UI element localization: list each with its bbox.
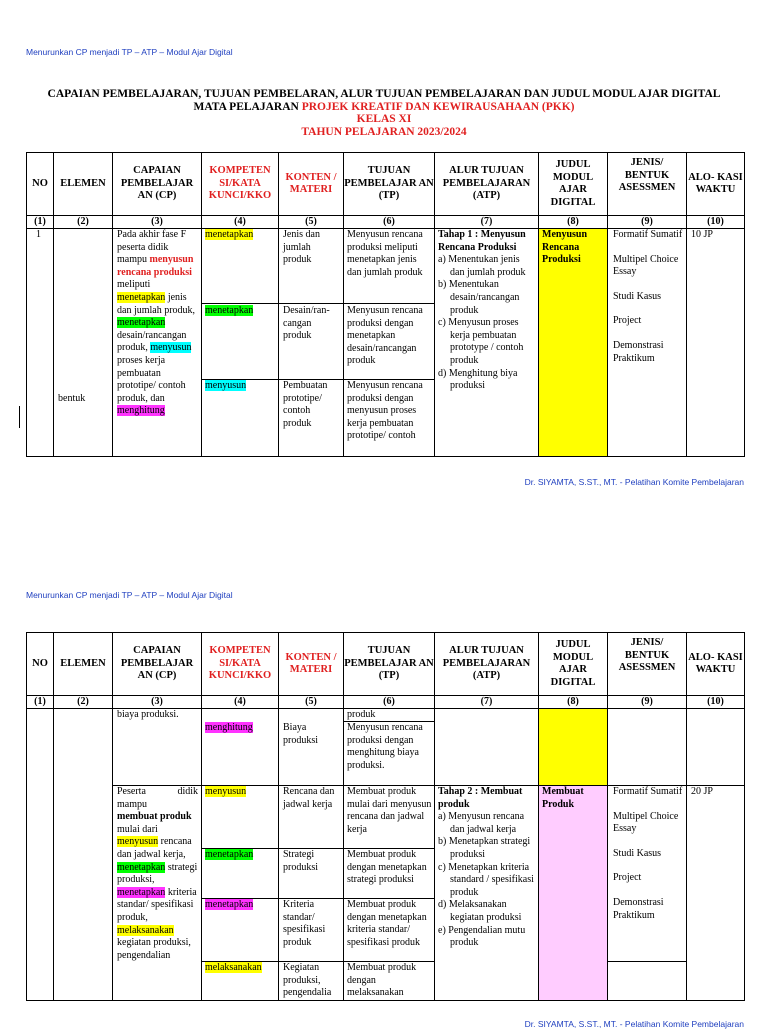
assessment-item: Formatif Sumatif bbox=[613, 786, 683, 797]
assessment-item: Demonstrasi Praktikum bbox=[613, 339, 664, 364]
konten-item: Biaya produksi bbox=[283, 722, 318, 746]
col-header-konten: KONTEN / MATERI bbox=[285, 651, 337, 675]
konten-item: Kegiatan produksi, pengendalia bbox=[283, 962, 332, 999]
col-header-judul: JUDUL MODUL AJAR DIGITAL bbox=[550, 639, 596, 688]
kko-keyword: menyusun bbox=[205, 786, 247, 797]
tp-item: Membuat produk dengan menetapkan strategi produksi bbox=[347, 849, 427, 886]
cp-keyword-menghitung: menghitung bbox=[117, 405, 165, 417]
col-number-2: (2) bbox=[77, 216, 89, 227]
cp-text: rencana dan jadwal kerja, bbox=[117, 836, 192, 860]
col-number-5: (5) bbox=[305, 696, 317, 707]
col-header-cp: CAPAIAN PEMBELAJAR AN (CP) bbox=[120, 645, 194, 682]
kko-keyword: melaksanakan bbox=[205, 962, 262, 973]
col-header-tp: TUJUAN PEMBELAJAR AN (TP) bbox=[344, 165, 434, 202]
konten-item: Jenis dan jumlah produk bbox=[283, 229, 320, 266]
cp-text bbox=[117, 811, 198, 962]
col-number-3: (3) bbox=[151, 216, 163, 227]
footer-credit-page2: Dr. SIYAMTA, S.ST., MT. - Pelatihan Komite Pembelajaran bbox=[524, 1019, 744, 1029]
col-header-cp: CAPAIAN PEMBELAJAR AN (CP) bbox=[120, 165, 194, 202]
kko-item bbox=[205, 380, 246, 393]
col-header-tp: TUJUAN PEMBELAJAR AN (TP) bbox=[344, 645, 434, 682]
assessment-item: Multipel Choice Essay bbox=[613, 810, 679, 835]
text-cursor bbox=[19, 406, 20, 428]
col-header-alokasi: ALO- KASI WAKTU bbox=[688, 651, 743, 675]
title-prefix: MATA PELAJARAN bbox=[193, 101, 302, 113]
tp-item: Menyusun rencana produksi meliputi menetapkan jenis dan jumlah produk bbox=[347, 229, 423, 278]
cp-text: proses kerja pembuatan prototipe/ contoh produk, dan bbox=[117, 354, 186, 404]
col-number-8: (8) bbox=[567, 216, 579, 227]
kko-item bbox=[205, 786, 246, 799]
assessment-item: Multipel Choice Essay bbox=[613, 253, 679, 278]
atp-cell bbox=[438, 786, 536, 950]
elemen-cell: bentuk bbox=[58, 393, 86, 404]
tp-item: Membuat produk mulai dari menyusun rencana dan jadwal kerja bbox=[347, 786, 432, 835]
atp-item: a) Menyusun rencana dan jadwal kerja bbox=[438, 811, 525, 835]
cp-keyword-menyusun-rencana-produksi: menyusun rencana produksi bbox=[117, 254, 194, 278]
atp-item: e) Pengendalian mutu produk bbox=[438, 924, 526, 949]
col-header-atp: ALUR TUJUAN PEMBELAJARAN (ATP) bbox=[442, 165, 531, 202]
atp-item: b) Menetapkan strategi produksi bbox=[438, 836, 531, 860]
atp-item: c) Menetapkan kriteria standard / spesifikasi produk bbox=[438, 861, 534, 898]
assessment-cell bbox=[613, 786, 683, 922]
col-header-alokasi: ALO- KASI WAKTU bbox=[688, 171, 743, 195]
col-number-6: (6) bbox=[383, 696, 395, 707]
col-number-8: (8) bbox=[567, 696, 579, 707]
col-header-konten: KONTEN / MATERI bbox=[285, 171, 337, 195]
footer-credit-page1: Dr. SIYAMTA, S.ST., MT. - Pelatihan Komite Pembelajaran bbox=[524, 477, 744, 487]
konten-item: Desain/ran-cangan produk bbox=[283, 305, 330, 342]
kko-header-part2: KKO bbox=[246, 670, 272, 682]
time-allocation: 20 JP bbox=[691, 786, 713, 797]
kko-keyword: menetapkan bbox=[205, 305, 254, 316]
col-header-no: NO bbox=[32, 177, 48, 189]
konten-item: Pembuatan prototipe/ contoh produk bbox=[283, 380, 328, 429]
title-subject: PROJEK KREATIF DAN KEWIRAUSAHAAN (PKK) bbox=[301, 101, 575, 113]
header-link-page1[interactable]: Menurunkan CP menjadi TP – ATP – Modul Ajar Digital bbox=[26, 47, 233, 57]
cp-text: strategi produksi, bbox=[117, 861, 198, 886]
col-header-kko bbox=[202, 153, 278, 215]
header-link-page2[interactable]: Menurunkan CP menjadi TP – ATP – Modul Ajar Digital bbox=[26, 590, 233, 600]
kko-item bbox=[205, 849, 253, 862]
cp-keyword-menetapkan: menetapkan bbox=[117, 886, 166, 898]
col-number-1: (1) bbox=[34, 696, 46, 707]
cp-keyword-menetapkan: menetapkan bbox=[117, 861, 166, 873]
col-header-kko bbox=[202, 633, 278, 695]
col-header-elemen: ELEMEN bbox=[60, 657, 106, 669]
tp-item: Menyusun rencana produksi dengan menghitung biaya produksi. bbox=[347, 722, 423, 771]
col-number-1: (1) bbox=[34, 216, 46, 227]
tp-continuation: produk bbox=[347, 709, 376, 720]
tp-item: Menyusun rencana produksi dengan menetapkan desain/rancangan produk bbox=[347, 305, 423, 367]
assessment-item: Studi Kasus bbox=[613, 847, 662, 859]
tp-item: Membuat produk dengan menetapkan kriteria standar/ spesifikasi produk bbox=[347, 899, 427, 948]
cp-keyword-menetapkan: menetapkan bbox=[117, 291, 166, 303]
col-number-6: (6) bbox=[383, 216, 395, 227]
time-allocation: 10 JP bbox=[691, 229, 713, 240]
col-header-judul: JUDUL MODUL AJAR DIGITAL bbox=[550, 159, 596, 208]
atp-item: b) Menentukan desain/rancangan produk bbox=[438, 279, 520, 316]
tp-item: Menyusun rencana produksi dengan menyusun proses kerja pembuatan prototipe/ contoh bbox=[347, 380, 423, 442]
cp-keyword-melaksanakan: melaksanakan bbox=[117, 924, 174, 936]
document-title-year: TAHUN PELAJARAN 2023/2024 bbox=[301, 126, 467, 138]
cp-text: desain/rancangan produk, bbox=[117, 329, 187, 354]
cp-cell bbox=[117, 229, 199, 418]
kko-item bbox=[205, 229, 253, 242]
col-number-9: (9) bbox=[641, 696, 653, 707]
col-header-jenis: JENIS/ BENTUK ASESSMEN bbox=[618, 157, 676, 193]
document-title-line1: CAPAIAN PEMBELAJARAN, TUJUAN PEMBELARAN, ALUR TUJUAN PEMBELAJARAN DAN JUDUL MODUL AJAR DIGITAL bbox=[47, 88, 721, 100]
col-number-4: (4) bbox=[234, 696, 246, 707]
cp-text: Peserta didik mampu bbox=[117, 786, 198, 810]
col-number-9: (9) bbox=[641, 216, 653, 227]
kko-header-part1: KOMPETEN SI/KATA KUNCI/ bbox=[208, 165, 271, 202]
konten-item: Strategi produksi bbox=[283, 849, 318, 873]
assessment-item: Project bbox=[613, 872, 642, 884]
assessment-cell bbox=[613, 229, 683, 365]
cp-keyword-menetapkan: menetapkan bbox=[117, 317, 166, 329]
kko-header-part1: KOMPETEN SI/KATA KUNCI/ bbox=[208, 645, 271, 682]
col-number-4: (4) bbox=[234, 216, 246, 227]
kko-header-part2: KKO bbox=[246, 190, 272, 202]
cp-keyword-menyusun: menyusun bbox=[150, 342, 192, 354]
col-number-7: (7) bbox=[480, 216, 493, 227]
kko-item bbox=[205, 899, 253, 912]
col-header-no: NO bbox=[32, 657, 48, 669]
kko-keyword: menetapkan bbox=[205, 849, 254, 860]
kko-item bbox=[205, 305, 253, 318]
col-number-10: (10) bbox=[707, 216, 724, 227]
cp-text: meliputi bbox=[117, 279, 151, 291]
assessment-item: Project bbox=[613, 315, 642, 327]
atp-item: a) Menentukan jenis dan jumlah produk bbox=[438, 254, 526, 278]
module-title: Membuat Produk bbox=[542, 786, 584, 810]
col-number-7: (7) bbox=[480, 696, 493, 707]
atp-heading: Tahap 1 : Menyusun Rencana Produksi bbox=[438, 229, 526, 253]
kko-item bbox=[205, 962, 262, 975]
kko-keyword: menghitung bbox=[205, 722, 253, 733]
module-title: Menyusun Rencana Produksi bbox=[542, 229, 588, 266]
cp-text: kegiatan produksi, pengendalian bbox=[117, 937, 191, 961]
atp-item: c) Menyusun proses kerja pembuatan prototype / contoh produk bbox=[438, 317, 524, 366]
cp-keyword-menyusun: menyusun bbox=[117, 836, 159, 848]
document-title-class: KELAS XI bbox=[356, 113, 412, 125]
col-header-atp: ALUR TUJUAN PEMBELAJARAN (ATP) bbox=[442, 645, 531, 682]
assessment-item: Studi Kasus bbox=[613, 290, 662, 302]
atp-cell bbox=[438, 229, 536, 393]
assessment-item: Formatif Sumatif bbox=[613, 229, 683, 240]
kko-keyword: menetapkan bbox=[205, 899, 254, 910]
col-number-2: (2) bbox=[77, 696, 89, 707]
row-number: 1 bbox=[36, 229, 41, 240]
atp-item: d) Menghitung biya produksi bbox=[438, 367, 518, 392]
kko-keyword: menetapkan bbox=[205, 229, 254, 240]
konten-item: Rencana dan jadwal kerja bbox=[283, 786, 335, 810]
col-number-5: (5) bbox=[305, 216, 317, 227]
cp-text: kriteria standar/ spesifikasi produk, bbox=[117, 886, 197, 923]
cp-text: Pada akhir fase F peserta didik mampu bbox=[117, 229, 187, 266]
tp-item: Membuat produk dengan melaksanakan bbox=[347, 962, 417, 999]
module-title-cell-fill bbox=[538, 709, 607, 785]
kko-item bbox=[205, 722, 253, 735]
cp-continuation: biaya produksi. bbox=[117, 709, 179, 720]
konten-item: Kriteria standar/ spesifikasi produk bbox=[283, 899, 326, 948]
atp-heading: Tahap 2 : Membuat produk bbox=[438, 786, 523, 810]
cp-text: jenis dan jumlah produk, bbox=[117, 291, 196, 316]
cp-keyword-membuat-produk: membuat produk bbox=[117, 811, 192, 823]
col-header-elemen: ELEMEN bbox=[60, 177, 106, 189]
kko-keyword: menyusun bbox=[205, 380, 247, 391]
atp-item: d) Melaksanakan kegiatan produksi bbox=[438, 899, 522, 923]
cp-text: mulai dari bbox=[117, 823, 158, 835]
assessment-item: Demonstrasi Praktikum bbox=[613, 896, 664, 921]
col-number-3: (3) bbox=[151, 696, 163, 707]
col-header-jenis: JENIS/ BENTUK ASESSMEN bbox=[618, 637, 676, 673]
col-number-10: (10) bbox=[707, 696, 724, 707]
cp-cell bbox=[117, 786, 198, 962]
module-title-cell-fill-pink bbox=[538, 786, 607, 1000]
